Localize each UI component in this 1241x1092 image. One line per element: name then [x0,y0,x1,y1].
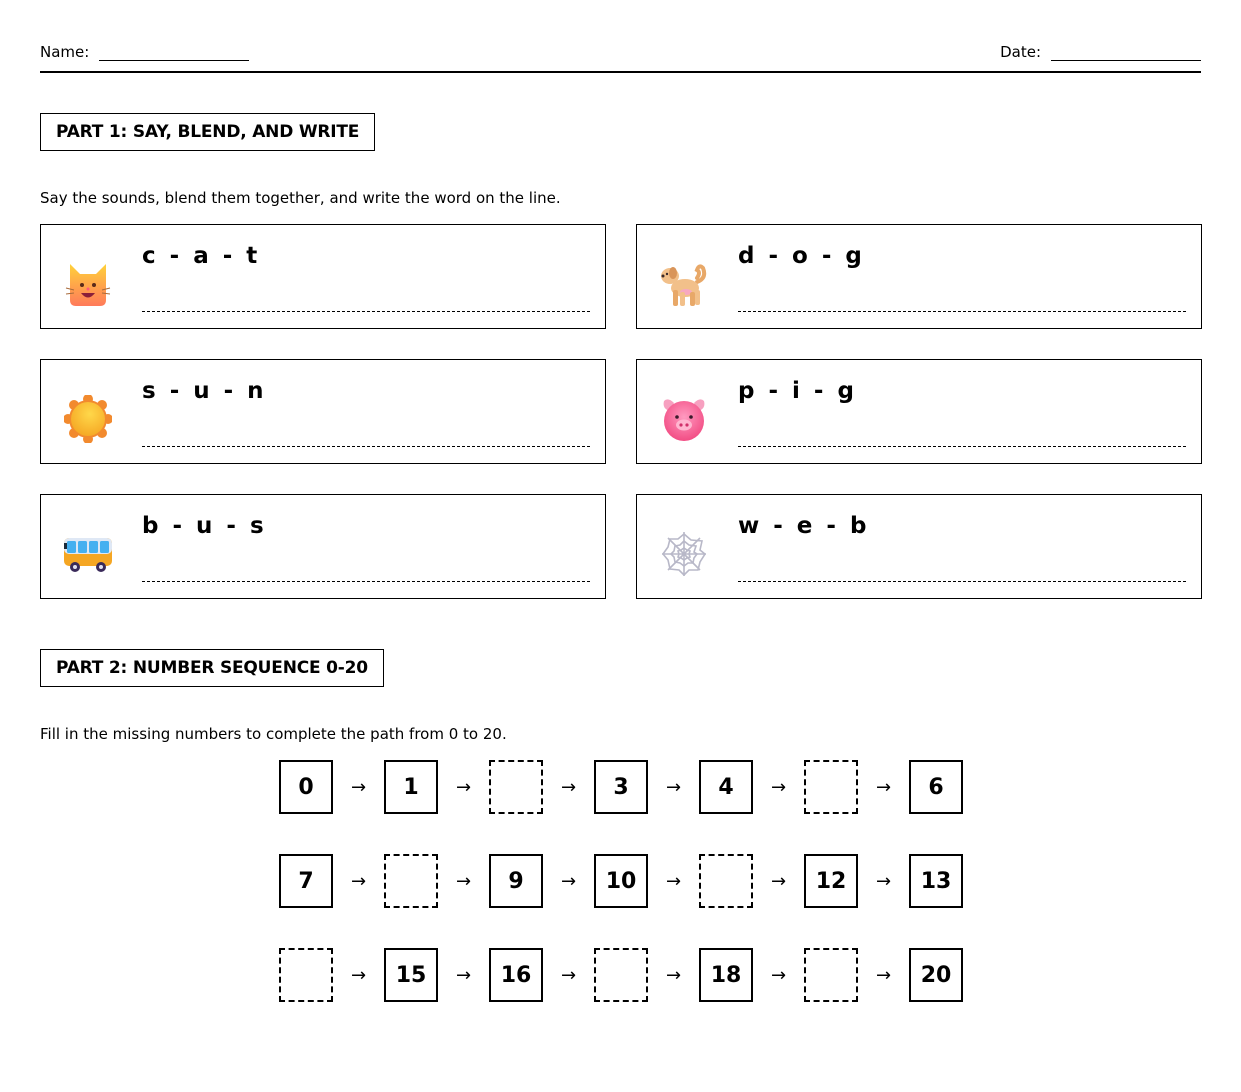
number-box: 15 [384,948,438,1002]
cat-face-icon [63,259,113,309]
blank-number-box[interactable] [279,948,333,1002]
arrow-right-icon: → [350,776,367,798]
number-box: 1 [384,760,438,814]
arrow-right-icon: → [875,776,892,798]
date-field [1000,43,1201,61]
sequence-row-1 [279,760,963,814]
sequence-row-3 [279,948,963,1002]
arrow-right-icon: → [770,870,787,892]
blend-card-pig [636,359,1202,464]
part2-instruction: Fill in the missing numbers to complete the path from 0 to 20. [40,725,507,743]
blank-number-box[interactable] [699,854,753,908]
number-box: 3 [594,760,648,814]
number-box: 18 [699,948,753,1002]
blend-card-web [636,494,1202,599]
number-box: 20 [909,948,963,1002]
blank-number-box[interactable] [804,948,858,1002]
answer-line[interactable] [738,446,1186,447]
date-input-line[interactable] [1051,47,1201,61]
worksheet-header [40,40,1201,73]
pig-face-icon [659,394,709,444]
answer-line[interactable] [142,311,590,312]
sound-letters: s - u - n [142,378,265,404]
answer-line[interactable] [142,446,590,447]
dog-icon [659,259,709,309]
sound-letters: w - e - b [738,513,868,539]
answer-line[interactable] [738,581,1186,582]
answer-line[interactable] [142,581,590,582]
name-input-line[interactable] [99,47,249,61]
arrow-right-icon: → [770,964,787,986]
blend-card-sun [40,359,606,464]
blank-number-box[interactable] [594,948,648,1002]
arrow-right-icon: → [875,964,892,986]
answer-line[interactable] [738,311,1186,312]
sequence-row-2 [279,854,963,908]
part1-instruction: Say the sounds, blend them together, and write the word on the line. [40,189,561,207]
arrow-right-icon: → [875,870,892,892]
sound-letters: d - o - g [738,243,863,269]
bus-icon [63,529,113,579]
name-field [40,43,249,61]
blend-card-dog [636,224,1202,329]
name-label: Name: [40,43,90,61]
sound-letters: p - i - g [738,378,855,404]
number-box: 4 [699,760,753,814]
arrow-right-icon: → [455,964,472,986]
arrow-right-icon: → [560,964,577,986]
number-box: 0 [279,760,333,814]
arrow-right-icon: → [350,964,367,986]
arrow-right-icon: → [350,870,367,892]
part1-title: PART 1: SAY, BLEND, AND WRITE [40,113,375,151]
number-box: 6 [909,760,963,814]
number-box: 7 [279,854,333,908]
number-box: 10 [594,854,648,908]
arrow-right-icon: → [665,964,682,986]
sun-icon [63,394,113,444]
arrow-right-icon: → [560,776,577,798]
spider-web-icon [659,529,709,579]
sound-letters: b - u - s [142,513,265,539]
arrow-right-icon: → [455,776,472,798]
part2-title: PART 2: NUMBER SEQUENCE 0-20 [40,649,384,687]
arrow-right-icon: → [455,870,472,892]
blend-card-bus [40,494,606,599]
blank-number-box[interactable] [489,760,543,814]
sound-letters: c - a - t [142,243,259,269]
arrow-right-icon: → [770,776,787,798]
date-label: Date: [1000,43,1041,61]
blank-number-box[interactable] [804,760,858,814]
arrow-right-icon: → [665,870,682,892]
blend-card-cat [40,224,606,329]
number-box: 9 [489,854,543,908]
arrow-right-icon: → [560,870,577,892]
arrow-right-icon: → [665,776,682,798]
number-box: 16 [489,948,543,1002]
number-box: 12 [804,854,858,908]
number-box: 13 [909,854,963,908]
blank-number-box[interactable] [384,854,438,908]
